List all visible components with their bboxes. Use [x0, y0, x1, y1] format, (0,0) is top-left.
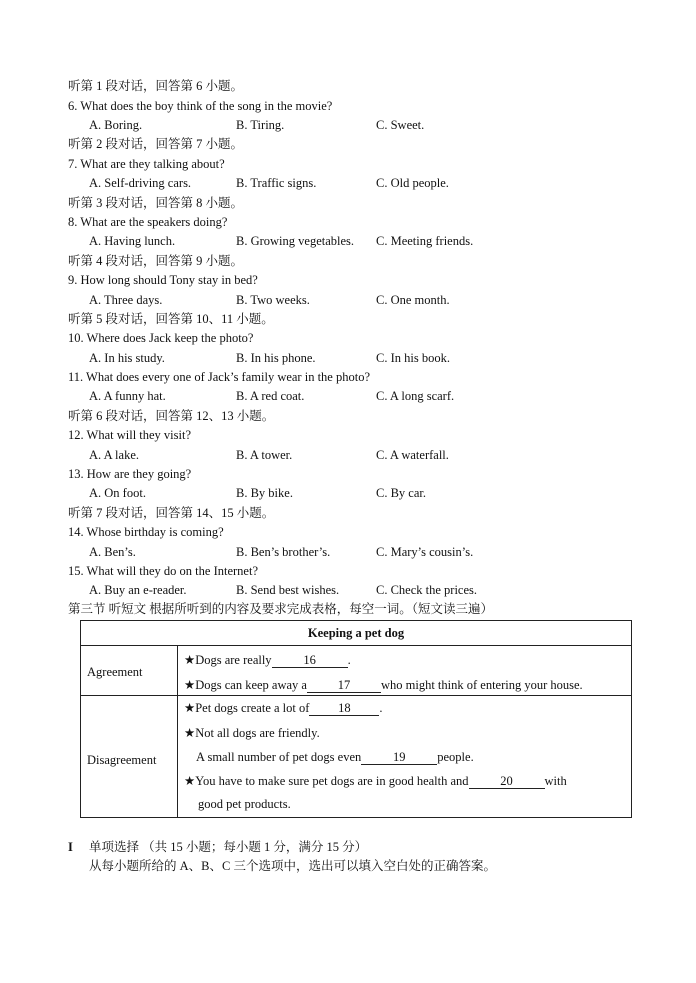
question-10: 10. Where does Jack keep the photo? [68, 331, 254, 345]
row-text: people. [437, 750, 474, 764]
section-heading-5: 听第 5 段对话，回答第 10、11 小题。 [68, 312, 274, 326]
question-12: 12. What will they visit? [68, 428, 192, 442]
blank-20[interactable]: 20 [469, 774, 545, 789]
option-a[interactable]: A. In his study. [89, 351, 165, 365]
row-text: . [379, 701, 383, 715]
option-a[interactable]: A. A funny hat. [89, 389, 166, 403]
part3-heading: 第三节 听短文 根据所听到的内容及要求完成表格，每空一词。（短文读三遍） [68, 602, 494, 616]
table-row-19 [196, 749, 474, 765]
disagreement-label: Disagreement [87, 753, 157, 767]
option-c[interactable]: C. Sweet. [376, 118, 425, 132]
option-a[interactable]: A. A lake. [89, 448, 139, 462]
option-b[interactable]: B. Send best wishes. [236, 583, 340, 597]
option-a[interactable]: A. Self-driving cars. [89, 176, 192, 190]
blank-16[interactable]: 16 [272, 653, 348, 668]
option-c[interactable]: C. A waterfall. [376, 448, 449, 462]
option-a[interactable]: A. Boring. [89, 118, 143, 132]
blank-18[interactable]: 18 [309, 701, 379, 716]
section-heading-7: 听第 7 段对话，回答第 14、15 小题。 [68, 506, 275, 520]
table-title: Keeping a pet dog [81, 621, 631, 646]
option-b[interactable]: B. A red coat. [236, 389, 305, 403]
row-text: ★Dogs are really [184, 653, 272, 667]
option-a[interactable]: A. Buy an e-reader. [89, 583, 187, 597]
table-row-16 [184, 652, 351, 668]
row-divider [81, 695, 631, 696]
option-b[interactable]: B. Traffic signs. [236, 176, 317, 190]
table-row-20 [184, 773, 567, 789]
row-text: A small number of pet dogs even [196, 750, 362, 764]
option-a[interactable]: A. Three days. [89, 293, 163, 307]
column-divider [177, 646, 178, 817]
question-7: 7. What are they talking about? [68, 157, 225, 171]
part-i-title: 单项选择 （共 15 小题；每小题 1 分，满分 15 分） [89, 840, 368, 854]
section-heading-2: 听第 2 段对话，回答第 7 小题。 [68, 137, 244, 151]
question-6: 6. What does the boy think of the song in the movie? [68, 99, 333, 113]
section-heading-3: 听第 3 段对话，回答第 8 小题。 [68, 196, 244, 210]
question-14: 14. Whose birthday is coming? [68, 525, 224, 539]
option-c[interactable]: C. Meeting friends. [376, 234, 474, 248]
row-text: . [347, 653, 351, 667]
option-a[interactable]: A. On foot. [89, 486, 146, 500]
table-row-not-all: ★Not all dogs are friendly. [184, 726, 320, 740]
row-text: who might think of entering your house. [380, 678, 583, 692]
option-b[interactable]: B. In his phone. [236, 351, 316, 365]
question-13: 13. How are they going? [68, 467, 192, 481]
row-text: with [544, 774, 567, 788]
option-c[interactable]: C. Old people. [376, 176, 449, 190]
row-text: ★Dogs can keep away a [184, 678, 307, 692]
section-heading-4: 听第 4 段对话，回答第 9 小题。 [68, 254, 244, 268]
option-b[interactable]: B. Ben’s brother’s. [236, 545, 331, 559]
question-15: 15. What will they do on the Internet? [68, 564, 258, 578]
option-a[interactable]: A. Ben’s. [89, 545, 136, 559]
option-b[interactable]: B. By bike. [236, 486, 293, 500]
option-c[interactable]: C. Check the prices. [376, 583, 478, 597]
question-11: 11. What does every one of Jack’s family wear in the photo? [68, 370, 370, 384]
blank-17[interactable]: 17 [307, 678, 381, 693]
section-heading-1: 听第 1 段对话，回答第 6 小题。 [68, 79, 244, 93]
table-row-18 [184, 700, 383, 716]
option-a[interactable]: A. Having lunch. [89, 234, 176, 248]
blank-19[interactable]: 19 [361, 750, 437, 765]
agreement-label: Agreement [87, 665, 143, 679]
part-i-instruction: 从每小题所给的 A、B、C 三个选项中，选出可以填入空白处的正确答案。 [89, 859, 496, 873]
option-c[interactable]: C. One month. [376, 293, 450, 307]
table-row-20-cont: good pet products. [198, 797, 291, 811]
option-b[interactable]: B. Tiring. [236, 118, 285, 132]
part-i-label: I [68, 840, 73, 854]
question-9: 9. How long should Tony stay in bed? [68, 273, 258, 287]
option-c[interactable]: C. By car. [376, 486, 426, 500]
section-heading-6: 听第 6 段对话，回答第 12、13 小题。 [68, 409, 275, 423]
option-c[interactable]: C. In his book. [376, 351, 450, 365]
question-8: 8. What are the speakers doing? [68, 215, 228, 229]
row-text: ★Pet dogs create a lot of [184, 701, 310, 715]
table-row-17 [184, 677, 583, 693]
row-text: ★You have to make sure pet dogs are in good health and [184, 774, 469, 788]
option-b[interactable]: B. Growing vegetables. [236, 234, 355, 248]
option-c[interactable]: C. Mary’s cousin’s. [376, 545, 474, 559]
option-c[interactable]: C. A long scarf. [376, 389, 455, 403]
option-b[interactable]: B. A tower. [236, 448, 293, 462]
option-b[interactable]: B. Two weeks. [236, 293, 310, 307]
